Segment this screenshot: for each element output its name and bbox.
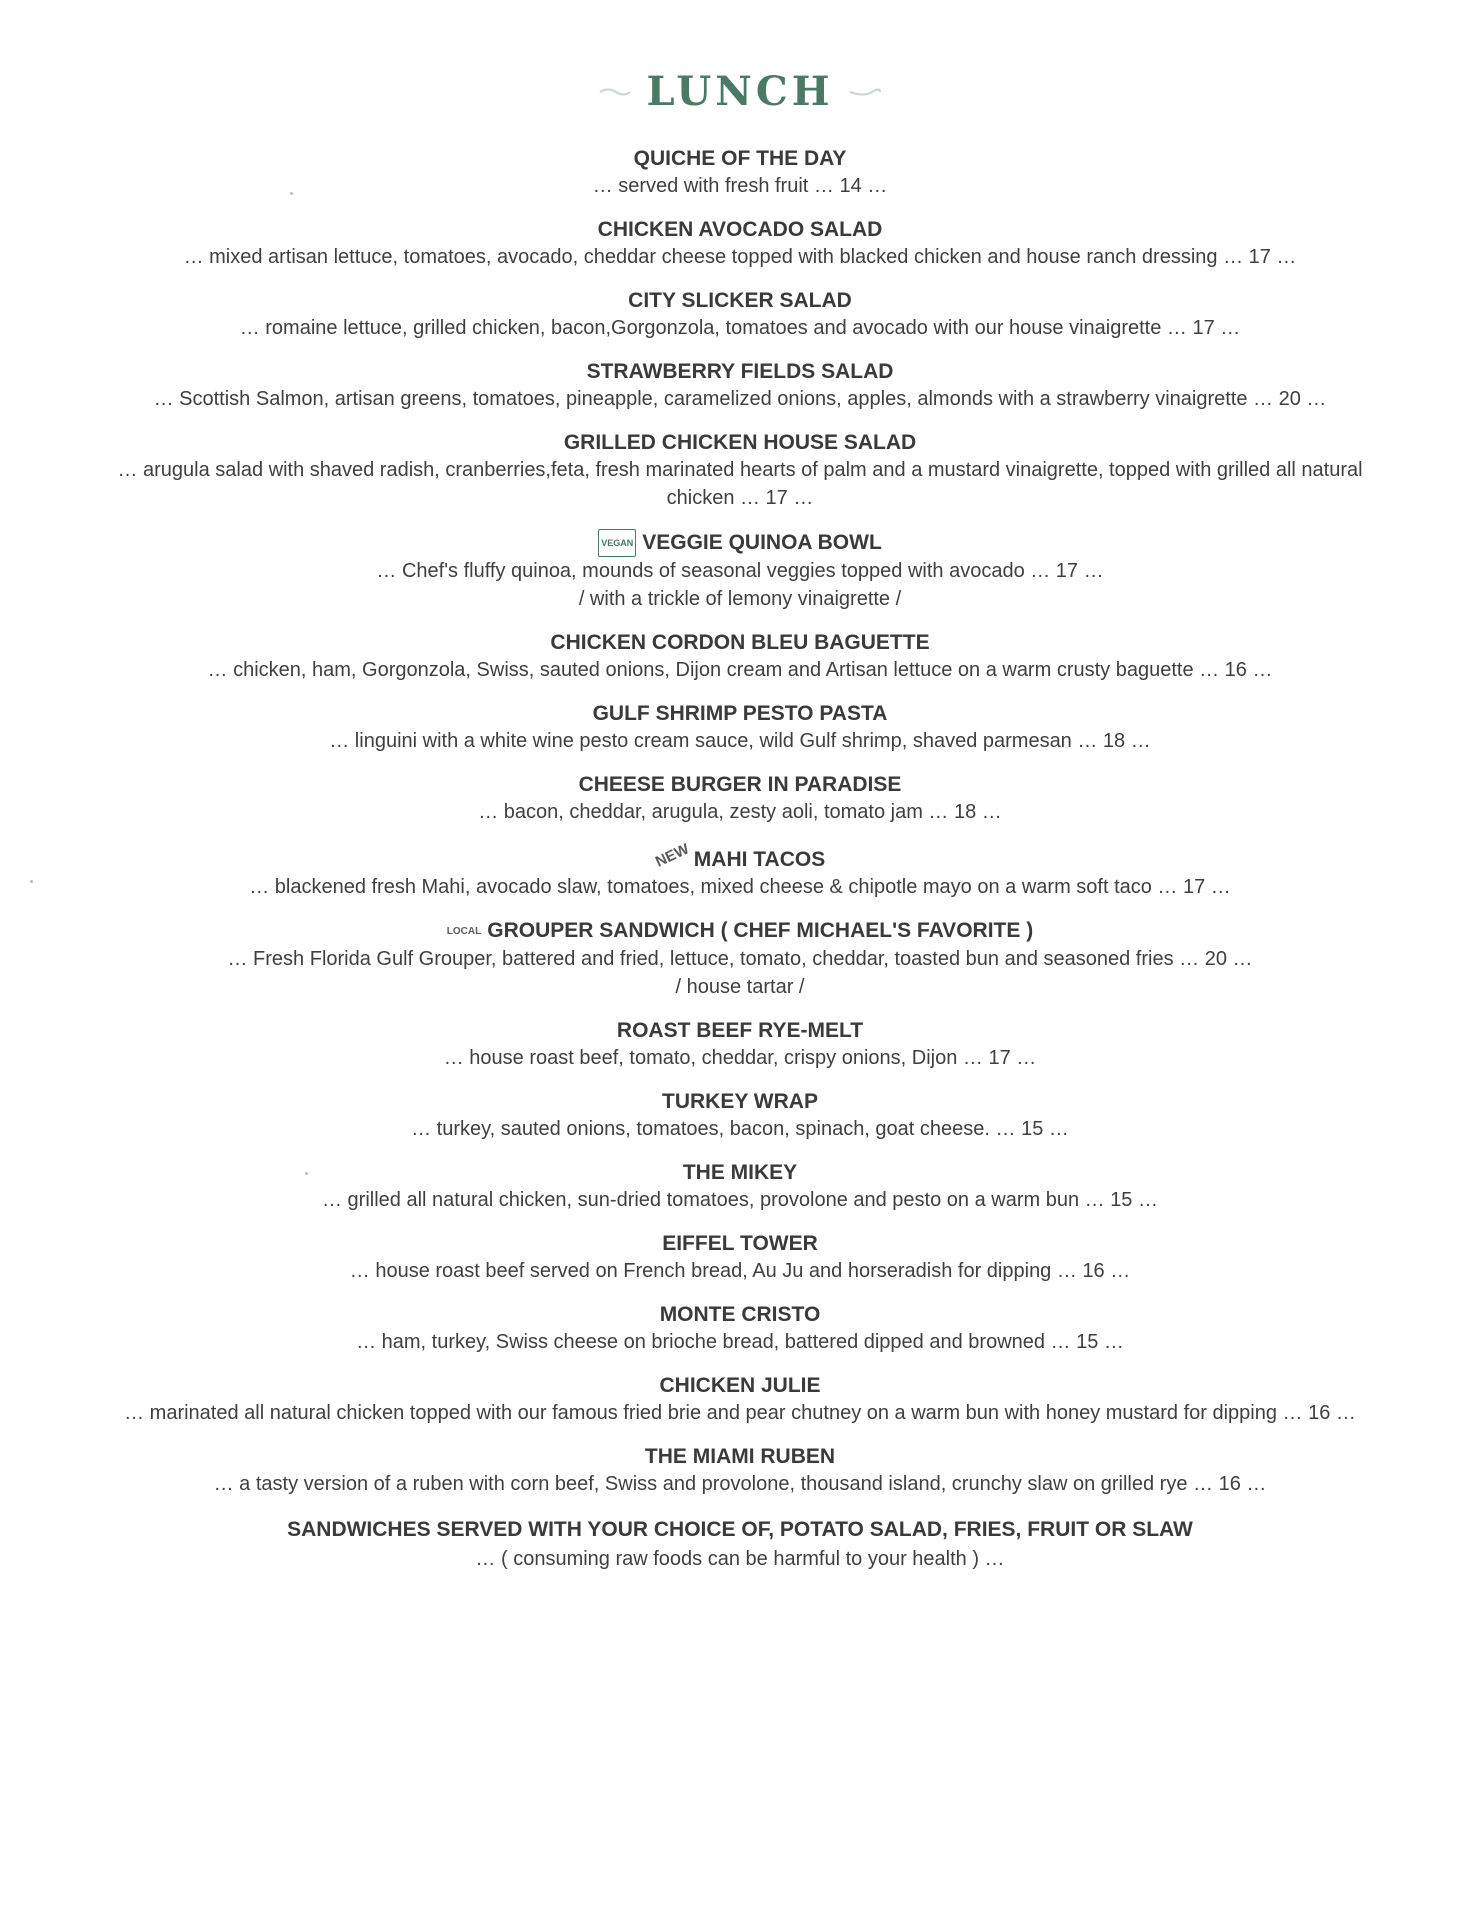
item-description: … a tasty version of a ruben with corn beef, Swiss and provolone, thousand island, crunchy slaw on grilled rye … 16 … [213, 1473, 1267, 1495]
menu-item [100, 840, 1380, 901]
item-name: STRAWBERRY FIELDS SALAD [586, 360, 894, 383]
item-description: … Chef's fluffy quinoa, mounds of seasonal veggies topped with avocado … 17 … [376, 560, 1104, 582]
item-note: / house tartar / [675, 976, 805, 998]
menu-item [100, 1160, 1380, 1214]
item-description: … arugula salad with shaved radish, cranberries,feta, fresh marinated hearts of palm and a mustard vinaigrette, topped with grilled all natural chicken … 17 … [117, 459, 1363, 509]
item-name: VEGGIE QUINOA BOWL [642, 531, 882, 554]
item-name: THE MIAMI RUBEN [644, 1445, 836, 1468]
item-description: … marinated all natural chicken topped with our famous fried brie and pear chutney on a warm bun with honey mustard for dipping … 16 … [124, 1402, 1356, 1424]
item-description: … bacon, cheddar, arugula, zesty aoli, tomato jam … 18 … [478, 801, 1002, 823]
item-description: … Fresh Florida Gulf Grouper, battered and fried, lettuce, tomato, cheddar, toasted bun and seasoned fries … 20 … [227, 948, 1253, 970]
item-description: … blackened fresh Mahi, avocado slaw, tomatoes, mixed cheese & chipotle mayo on a warm soft taco … 17 … [249, 876, 1231, 898]
item-name-row [100, 529, 1380, 557]
item-name: ROAST BEEF RYE-MELT [616, 1019, 864, 1042]
item-name: CHICKEN CORDON BLEU BAGUETTE [550, 631, 930, 654]
item-description: … linguini with a white wine pesto cream sauce, wild Gulf shrimp, shaved parmesan … 18 … [329, 730, 1151, 752]
menu-footer [100, 1515, 1380, 1573]
item-description: … served with fresh fruit … 14 … [592, 175, 888, 197]
item-name: MAHI TACOS [693, 848, 826, 871]
scan-speck [305, 1172, 308, 1175]
item-description: … house roast beef, tomato, cheddar, crispy onions, Dijon … 17 … [443, 1047, 1037, 1069]
menu-item [100, 430, 1380, 512]
menu-item [100, 701, 1380, 755]
item-description: … grilled all natural chicken, sun-dried tomatoes, provolone and pesto on a warm bun … 15 … [321, 1189, 1158, 1211]
menu-item [100, 217, 1380, 271]
menu-list [100, 146, 1380, 1573]
menu-item [100, 529, 1380, 613]
item-name: EIFFEL TOWER [662, 1232, 818, 1255]
item-name: MONTE CRISTO [659, 1303, 821, 1326]
scan-speck [290, 192, 293, 195]
menu-item [100, 359, 1380, 413]
title-bar [0, 68, 1480, 115]
item-description: … Scottish Salmon, artisan greens, tomatoes, pineapple, caramelized onions, apples, almonds with a strawberry vinaigrette … 20 … [153, 388, 1327, 410]
item-description: … house roast beef served on French bread, Au Ju and horseradish for dipping … 16 … [349, 1260, 1131, 1282]
item-description: … chicken, ham, Gorgonzola, Swiss, sauted onions, Dijon cream and Artisan lettuce on a warm crusty baguette … 16 … [207, 659, 1273, 681]
right-flourish-icon [848, 87, 882, 97]
item-name: CHICKEN JULIE [659, 1374, 821, 1397]
item-name-row [100, 918, 1380, 945]
left-flourish-icon [598, 87, 632, 97]
item-description: … mixed artisan lettuce, tomatoes, avocado, cheddar cheese topped with blacked chicken and house ranch dressing … 17 … [183, 246, 1297, 268]
menu-item [100, 1089, 1380, 1143]
vegan-badge: VEGAN [598, 529, 636, 557]
menu-item [100, 1444, 1380, 1498]
health-disclaimer: … ( consuming raw foods can be harmful to your health ) … [475, 1548, 1005, 1570]
menu-item [100, 1018, 1380, 1072]
menu-item [100, 1302, 1380, 1356]
page-title: LUNCH [646, 68, 834, 115]
item-description: … turkey, sauted onions, tomatoes, bacon, spinach, goat cheese. … 15 … [411, 1118, 1069, 1140]
item-name: CITY SLICKER SALAD [628, 289, 852, 312]
item-name: CHEESE BURGER IN PARADISE [578, 773, 902, 796]
item-name: CHICKEN AVOCADO SALAD [597, 218, 883, 241]
item-name: GROUPER SANDWICH ( CHEF MICHAEL'S FAVORITE ) [487, 919, 1034, 942]
menu-item [100, 1373, 1380, 1427]
scan-speck [30, 880, 33, 883]
menu-item [100, 772, 1380, 826]
item-name-row [100, 840, 1380, 873]
menu-item [100, 288, 1380, 342]
item-name: TURKEY WRAP [662, 1090, 818, 1113]
menu-item [100, 918, 1380, 1001]
sides-notice: SANDWICHES SERVED WITH YOUR CHOICE OF, POTATO SALAD, FRIES, FRUIT OR SLAW [287, 1518, 1193, 1541]
item-name: GULF SHRIMP PESTO PASTA [592, 702, 888, 725]
local-badge: LOCAL [446, 926, 482, 937]
new-badge: NEW [652, 840, 692, 871]
item-name: QUICHE OF THE DAY [633, 147, 847, 170]
item-name: THE MIKEY [682, 1161, 798, 1184]
item-description: … romaine lettuce, grilled chicken, bacon,Gorgonzola, tomatoes and avocado with our house vinaigrette … 17 … [239, 317, 1241, 339]
menu-item [100, 630, 1380, 684]
menu-item [100, 1231, 1380, 1285]
item-note: / with a trickle of lemony vinaigrette / [578, 588, 902, 610]
item-description: … ham, turkey, Swiss cheese on brioche bread, battered dipped and browned … 15 … [356, 1331, 1124, 1353]
item-name: GRILLED CHICKEN HOUSE SALAD [563, 431, 917, 454]
